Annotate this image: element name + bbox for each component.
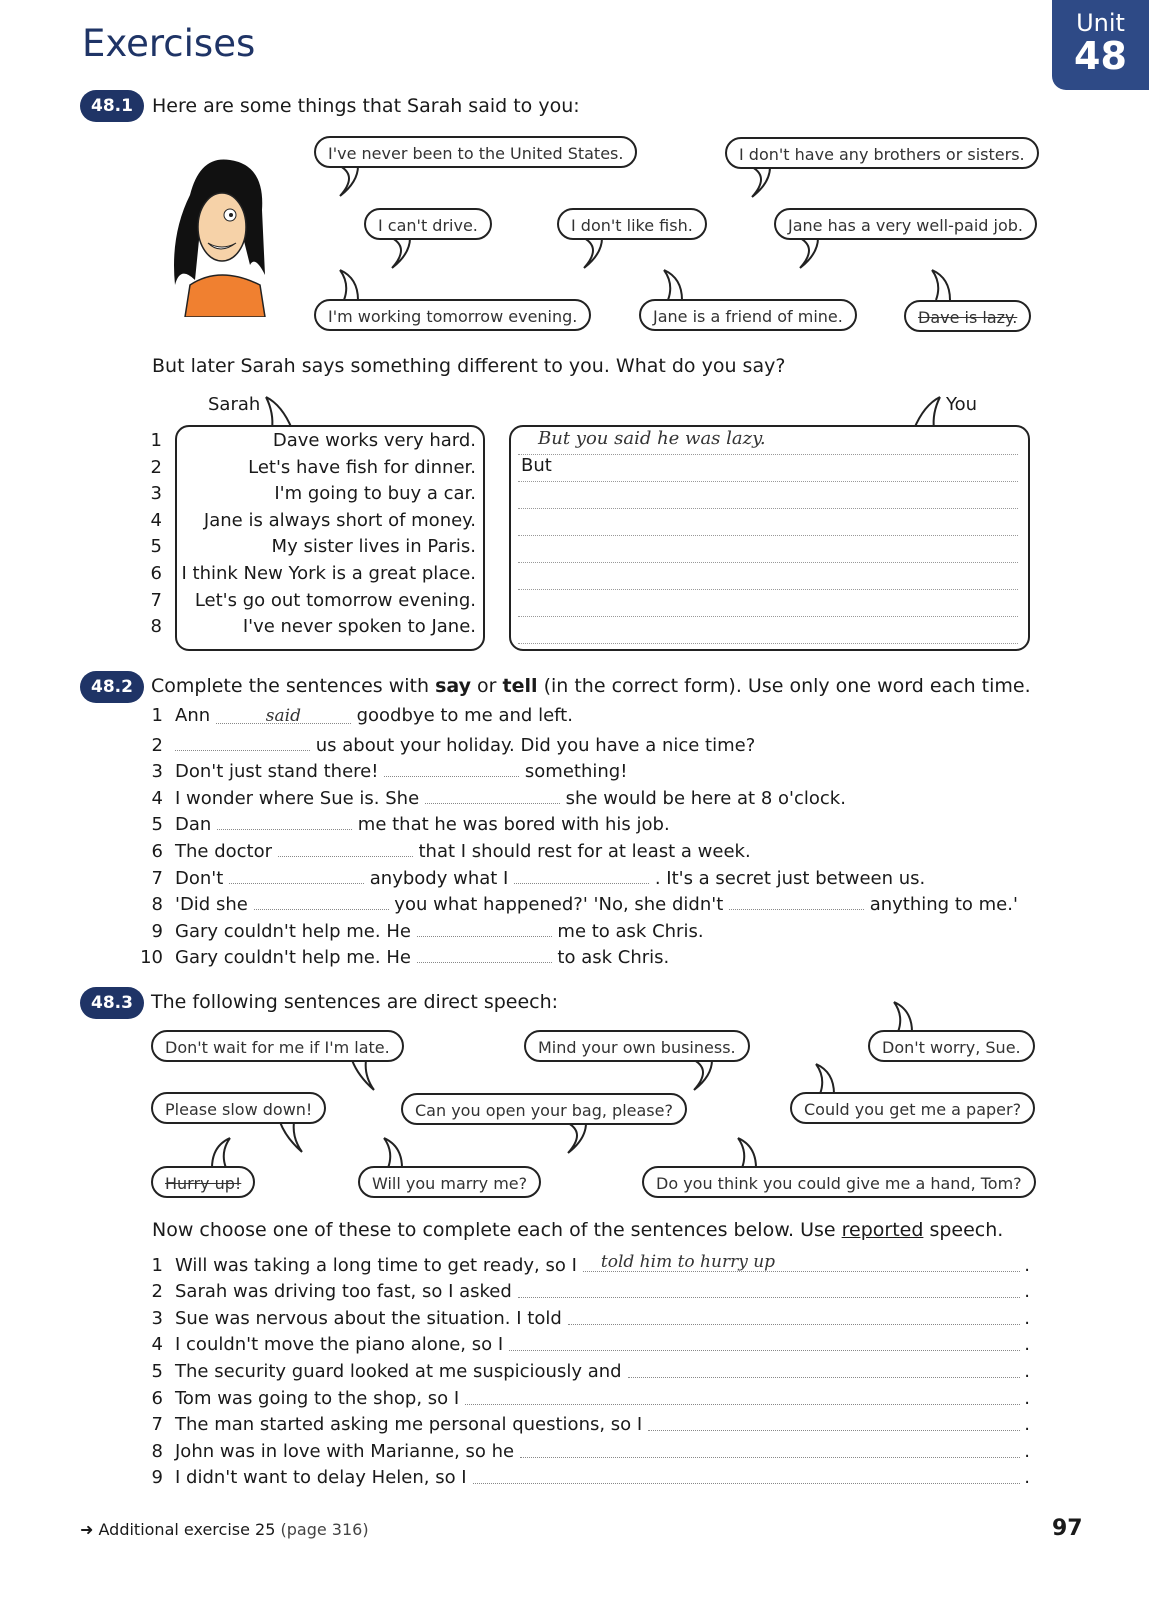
sentence-part: something! [524, 761, 628, 783]
item-number: 2 [151, 1281, 163, 1303]
speech-bubble: Please slow down! [151, 1092, 326, 1124]
sentence-part: I didn't want to delay Helen, so I [175, 1467, 467, 1489]
sentence-part: that I should rest for at least a week. [418, 840, 751, 862]
item-number: 4 [151, 1334, 163, 1356]
speech-bubble: Could you get me a paper? [790, 1092, 1035, 1124]
sentence-part: Gary couldn't help me. He [175, 947, 411, 969]
item-number: 8 [151, 1440, 163, 1462]
item-number: 1 [151, 705, 163, 726]
question-part: Now choose one of these to complete each of the sentences below. Use [152, 1219, 842, 1241]
item-number: 3 [150, 483, 162, 505]
item-number: 10 [140, 947, 163, 969]
sarah-sentence: My sister lives in Paris. [271, 536, 476, 558]
bubble-tail-icon [748, 167, 778, 199]
sentence-part: Don't [175, 867, 224, 889]
sentence-part: you what happened?' 'No, she didn't [394, 894, 724, 916]
answer-line-7[interactable] [518, 590, 1018, 617]
sarah-sentence: Jane is always short of money. [203, 509, 476, 531]
example-answer: But you said he was lazy. [538, 428, 766, 449]
answer-blank[interactable] [473, 1463, 1021, 1484]
period: . [1024, 1387, 1030, 1409]
exercise-instruction: The following sentences are direct speech: [151, 991, 559, 1013]
item-number: 2 [151, 734, 163, 756]
bubble-tail-icon [388, 238, 418, 270]
additional-exercise-link[interactable] [80, 1520, 369, 1539]
exercise-item [135, 891, 1018, 918]
item-number: 2 [150, 456, 162, 478]
item-number: 3 [151, 761, 163, 783]
period: . [1024, 1307, 1030, 1329]
sentence-part: me to ask Chris. [557, 920, 704, 942]
speech-bubble: Don't worry, Sue. [868, 1030, 1035, 1062]
exercise-instruction [151, 675, 1031, 697]
exercise-instruction: Here are some things that Sarah said to you: [152, 95, 580, 117]
sentence-part: I wonder where Sue is. She [175, 787, 420, 809]
sentence-part: to ask Chris. [557, 947, 670, 969]
speech-bubble: I don't like fish. [557, 208, 707, 240]
exercise-item [135, 944, 1018, 971]
sarah-line [126, 563, 476, 590]
sarah-sentence: Let's have fish for dinner. [248, 456, 476, 478]
exercise-item [135, 918, 1018, 945]
item-number: 1 [151, 1254, 163, 1276]
sarah-label: Sarah [208, 394, 261, 415]
exercise-item [135, 1249, 1030, 1276]
speech-bubble: Jane has a very well-paid job. [774, 208, 1037, 240]
answer-blank[interactable] [518, 1277, 1020, 1298]
sarah-line [126, 483, 476, 510]
speech-bubble: I've never been to the United States. [314, 136, 637, 168]
answer-blank[interactable] [568, 1304, 1020, 1325]
answer-blank[interactable] [217, 811, 352, 830]
page-title: Exercises [82, 22, 256, 65]
answer-blank[interactable] [425, 785, 560, 804]
bubble-tail-icon [890, 1000, 920, 1032]
sentence-part: The security guard looked at me suspiciously and [175, 1360, 622, 1382]
example-answer: said [265, 706, 301, 726]
item-number: 4 [150, 509, 162, 531]
exercise-item [135, 1276, 1030, 1303]
answer-blank[interactable] [417, 918, 552, 937]
speech-bubble-crossed: Dave is lazy. [904, 300, 1031, 332]
exercise-item [135, 758, 1018, 785]
sentence-part: us about your holiday. Did you have a nice time? [315, 734, 756, 756]
speech-bubble: I can't drive. [364, 208, 492, 240]
sentence-part: Sarah was driving too fast, so I asked [175, 1281, 512, 1303]
answer-blank[interactable] [278, 838, 413, 857]
exercise-item [135, 1435, 1030, 1462]
answer-blank[interactable] [384, 758, 519, 777]
period: . [1024, 1440, 1030, 1462]
item-number: 7 [150, 589, 162, 611]
bubble-tail-icon [276, 1122, 306, 1154]
answer-blank[interactable] [175, 732, 310, 751]
sentence-part: anybody what I [369, 867, 509, 889]
exercise-item [135, 732, 1018, 759]
sentence-part: she would be here at 8 o'clock. [565, 787, 846, 809]
exercise-item [135, 811, 1018, 838]
answer-blank[interactable] [628, 1357, 1021, 1378]
sarah-line [126, 590, 476, 617]
sentence-part: 'Did she [175, 894, 248, 916]
answer-line-1[interactable] [518, 428, 1018, 455]
answer-lines [518, 428, 1018, 644]
answer-blank[interactable] [509, 1330, 1020, 1351]
answer-blank[interactable] [229, 865, 364, 884]
period: . [1024, 1360, 1030, 1382]
answer-blank[interactable] [216, 705, 351, 724]
page-number: 97 [1052, 1516, 1083, 1541]
keyword-reported: reported [841, 1219, 924, 1241]
item-number: 7 [151, 867, 163, 889]
additional-exercise-text: Additional exercise 25 [98, 1520, 276, 1539]
sentence-part: Ann [175, 705, 211, 726]
speech-bubble: Mind your own business. [524, 1030, 750, 1062]
speech-bubble-crossed: Hurry up! [151, 1166, 255, 1198]
item-number: 5 [151, 814, 163, 836]
sentence-part: me that he was bored with his job. [357, 814, 670, 836]
bubble-tail-icon [928, 268, 958, 300]
keyword-tell: tell [502, 675, 538, 697]
sentence-part: anything to me.' [869, 894, 1018, 916]
speech-bubble: Will you marry me? [358, 1166, 541, 1198]
answer-blank[interactable] [514, 865, 649, 884]
you-label: You [946, 394, 978, 415]
sentence-part: I couldn't move the piano alone, so I [175, 1334, 504, 1356]
unit-tab [1052, 0, 1149, 90]
sentence-part: . It's a secret just between us. [654, 867, 926, 889]
exercise-badge-48-3: 48.3 [80, 987, 144, 1019]
bubble-tail-icon [734, 1136, 764, 1168]
speech-bubble: Don't wait for me if I'm late. [151, 1030, 404, 1062]
arrow-icon: ➜ [80, 1520, 94, 1539]
exercise-badge-48-1: 48.1 [80, 90, 144, 122]
bubble-tail-icon [336, 268, 366, 300]
bubble-tail-icon [580, 238, 610, 270]
answer-blank[interactable] [520, 1437, 1020, 1458]
answer-blank[interactable] [583, 1251, 1020, 1272]
speech-bubble: Can you open your bag, please? [401, 1093, 687, 1125]
exercise-48-3-items [135, 1249, 1030, 1488]
answer-blank[interactable] [417, 944, 552, 963]
exercise-item [135, 838, 1018, 865]
item-number: 6 [150, 562, 162, 584]
unit-label: Unit [1076, 9, 1125, 37]
sentence-part: Don't just stand there! [175, 761, 379, 783]
sentence-part: The man started asking me personal questions, so I [175, 1414, 643, 1436]
period: . [1024, 1467, 1030, 1489]
sentence-part: Tom was going to the shop, so I [175, 1387, 460, 1409]
sarah-sentence: I'm going to buy a car. [274, 483, 476, 505]
answer-line-3[interactable] [518, 482, 1018, 509]
but-label: But [521, 455, 552, 476]
bubble-tail-icon [690, 1060, 720, 1092]
bubble-tail-icon [660, 268, 690, 300]
question-part: speech. [923, 1219, 1004, 1241]
page-reference: (page 316) [280, 1520, 369, 1539]
sarah-line [126, 616, 476, 643]
item-number: 5 [150, 536, 162, 558]
exercise-item [135, 1462, 1030, 1489]
exercise-question: But later Sarah says something different to you. What do you say? [152, 355, 786, 377]
item-number: 9 [151, 920, 163, 942]
exercise-item [135, 705, 1018, 732]
sentence-part: goodbye to me and left. [356, 705, 573, 726]
unit-number: 48 [1074, 34, 1127, 78]
sarah-line [126, 430, 476, 457]
sarah-sentence: Dave works very hard. [272, 430, 476, 451]
exercise-question [152, 1219, 1003, 1241]
period: . [1024, 1334, 1030, 1356]
bubble-tail-icon [380, 1136, 410, 1168]
item-number: 7 [151, 1414, 163, 1436]
answer-line-6[interactable] [518, 563, 1018, 590]
answer-line-4[interactable] [518, 509, 1018, 536]
instruction-part: (in the correct form). Use only one word each time. [537, 675, 1031, 697]
sentence-part: The doctor [175, 840, 273, 862]
item-number: 3 [151, 1307, 163, 1329]
item-number: 4 [151, 787, 163, 809]
sentence-part: Gary couldn't help me. He [175, 920, 411, 942]
speech-bubble: I'm working tomorrow evening. [314, 299, 591, 331]
speech-bubble: Do you think you could give me a hand, Tom? [642, 1166, 1036, 1198]
exercise-item [135, 1355, 1030, 1382]
sentence-part: Sue was nervous about the situation. I told [175, 1307, 562, 1329]
bubble-tail-icon [336, 166, 366, 198]
exercise-item [135, 1302, 1030, 1329]
exercise-item [135, 1409, 1030, 1436]
instruction-part: or [471, 675, 503, 697]
answer-blank[interactable] [729, 891, 864, 910]
answer-blank[interactable] [254, 891, 389, 910]
answer-blank[interactable] [465, 1384, 1020, 1405]
bubble-tail-icon [812, 1062, 842, 1094]
sarah-illustration-icon [170, 155, 270, 317]
bubble-tail-icon [348, 1060, 378, 1092]
speech-bubble: Jane is a friend of mine. [639, 299, 857, 331]
exercise-48-2-items [135, 705, 1018, 971]
speech-bubble: I don't have any brothers or sisters. [725, 137, 1039, 169]
exercise-item [135, 785, 1018, 812]
keyword-say: say [435, 675, 472, 697]
bubble-tail-icon [796, 238, 826, 270]
item-number: 8 [150, 616, 162, 638]
period: . [1024, 1281, 1030, 1303]
sarah-sentence: I think New York is a great place. [181, 562, 476, 584]
sarah-line [126, 510, 476, 537]
sentence-part: Will was taking a long time to get ready, so I [175, 1254, 577, 1276]
item-number: 6 [151, 840, 163, 862]
period: . [1024, 1254, 1030, 1276]
item-number: 1 [150, 430, 162, 451]
sarah-sentence: I've never spoken to Jane. [242, 616, 476, 638]
exercise-item [135, 1382, 1030, 1409]
instruction-part: Complete the sentences with [151, 675, 436, 697]
exercise-item [135, 1329, 1030, 1356]
sentence-part: John was in love with Marianne, so he [175, 1440, 515, 1462]
answer-line-8[interactable] [518, 617, 1018, 644]
answer-blank[interactable] [648, 1410, 1020, 1431]
period: . [1024, 1414, 1030, 1436]
item-number: 8 [151, 894, 163, 916]
item-number: 5 [151, 1360, 163, 1382]
example-answer: told him to hurry up [600, 1251, 776, 1272]
exercise-badge-48-2: 48.2 [80, 671, 144, 703]
bubble-tail-icon [564, 1123, 594, 1155]
sarah-line [126, 536, 476, 563]
sarah-sentence: Let's go out tomorrow evening. [194, 589, 476, 611]
item-number: 6 [151, 1387, 163, 1409]
sarah-line [126, 457, 476, 484]
answer-line-5[interactable] [518, 536, 1018, 563]
sarah-lines [126, 430, 476, 643]
bubble-tail-icon [204, 1136, 234, 1168]
exercise-item [135, 865, 1018, 892]
item-number: 9 [151, 1467, 163, 1489]
answer-line-2[interactable] [518, 455, 1018, 482]
sentence-part: Dan [175, 814, 212, 836]
